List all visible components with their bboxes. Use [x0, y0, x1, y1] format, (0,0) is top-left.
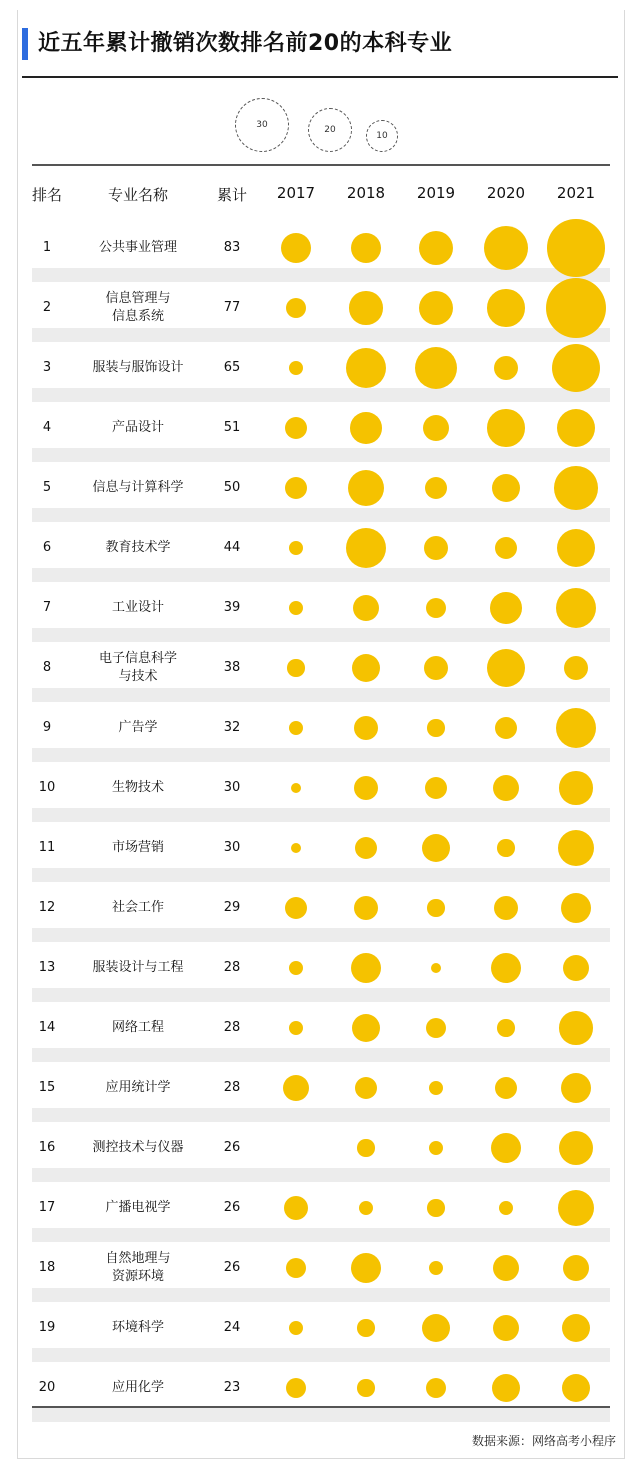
major-name: 社会工作 [111, 900, 164, 915]
legend-label: 10 [376, 130, 388, 141]
title-divider [22, 76, 618, 78]
bubble-2017 [291, 843, 301, 853]
total-value: 77 [223, 300, 241, 315]
bubble-2018 [348, 470, 384, 506]
bubble-2019 [422, 1314, 450, 1342]
major-name: 产品设计 [111, 420, 164, 435]
total-value: 50 [223, 480, 241, 495]
major-name: 公共事业管理 [98, 240, 177, 255]
rank-label: 10 [38, 780, 56, 795]
row-band [32, 868, 610, 882]
rank-label: 9 [42, 720, 52, 735]
bubble-2018 [346, 528, 386, 568]
total-value: 30 [223, 780, 241, 795]
bubble-2019 [426, 1378, 446, 1398]
bubble-2021 [552, 344, 600, 392]
major-name: 应用化学 [111, 1380, 164, 1395]
source-note: 数据来源：网络高考小程序 [471, 1434, 616, 1448]
bubble-2020 [492, 1374, 520, 1402]
rank-label: 16 [38, 1140, 56, 1155]
bubble-2018 [357, 1139, 374, 1156]
total-value: 23 [223, 1380, 241, 1395]
bubble-2021 [546, 278, 606, 338]
bubble-2021 [562, 1314, 590, 1342]
bubble-2020 [497, 839, 514, 856]
bubble-2020 [499, 1201, 513, 1215]
bubble-2017 [281, 233, 311, 263]
row-band [32, 748, 610, 762]
bubble-2019 [427, 1199, 444, 1216]
chart-title: 近五年累计撤销次数排名前20的本科专业 [38, 31, 453, 56]
total-value: 65 [223, 360, 241, 375]
bubble-2018 [350, 412, 382, 444]
total-value: 30 [223, 840, 241, 855]
rank-label: 4 [42, 420, 52, 435]
header-total: 累计 [216, 186, 247, 204]
bubble-2021 [561, 893, 591, 923]
row-band [32, 568, 610, 582]
bubble-2019 [426, 1018, 446, 1038]
major-name: 电子信息科学 与技术 [98, 651, 177, 684]
bubble-2019 [427, 899, 444, 916]
bubble-2020 [487, 289, 524, 326]
major-name: 广播电视学 [105, 1200, 171, 1215]
rank-label: 13 [38, 960, 56, 975]
bubble-2017 [289, 361, 303, 375]
rank-label: 20 [38, 1380, 56, 1395]
rank-label: 6 [42, 540, 52, 555]
bubble-2017 [289, 1021, 303, 1035]
bottom-divider [32, 1406, 610, 1408]
bubble-2017 [289, 961, 303, 975]
major-name: 服装与服饰设计 [92, 360, 184, 375]
bubble-2018 [352, 654, 380, 682]
rank-label: 12 [38, 900, 56, 915]
major-name: 信息管理与 信息系统 [105, 291, 171, 324]
bubble-2017 [291, 783, 301, 793]
header-major: 专业名称 [107, 186, 168, 204]
title-accent-bar [22, 28, 28, 60]
header-rank: 排名 [31, 186, 62, 204]
row-band [32, 508, 610, 522]
row-band [32, 1168, 610, 1182]
bubble-2020 [491, 1133, 521, 1163]
bubble-2020 [492, 474, 520, 502]
bubble-2021 [559, 771, 592, 804]
bubble-2018 [349, 291, 382, 324]
rank-label: 19 [38, 1320, 56, 1335]
total-value: 26 [223, 1260, 241, 1275]
bubble-2021 [556, 708, 596, 748]
row-band [32, 688, 610, 702]
total-value: 29 [223, 900, 241, 915]
rank-label: 11 [38, 840, 56, 855]
header-year-2021: 2021 [556, 184, 596, 202]
row-band [32, 328, 610, 342]
bubble-2018 [351, 233, 381, 263]
bubble-2018 [346, 348, 386, 388]
total-value: 38 [223, 660, 241, 675]
legend-label: 30 [256, 119, 268, 130]
total-value: 83 [223, 240, 241, 255]
row-band [32, 928, 610, 942]
bubble-2021 [547, 219, 604, 276]
rank-label: 3 [42, 360, 52, 375]
bubble-2021 [562, 1374, 590, 1402]
bubble-2020 [497, 1019, 514, 1036]
bubble-2018 [351, 1253, 381, 1283]
bubble-2021 [559, 1011, 592, 1044]
row-band [32, 1408, 610, 1422]
row-band [32, 268, 610, 282]
major-name: 生物技术 [111, 780, 164, 795]
total-value: 51 [223, 420, 241, 435]
major-name: 广告学 [118, 720, 158, 735]
major-name: 工业设计 [111, 600, 164, 615]
bubble-2020 [490, 592, 522, 624]
bubble-2018 [352, 1014, 380, 1042]
major-name: 自然地理与 资源环境 [105, 1251, 171, 1284]
rank-label: 1 [42, 240, 52, 255]
total-value: 24 [223, 1320, 241, 1335]
bubble-2017 [286, 298, 306, 318]
total-value: 26 [223, 1200, 241, 1215]
bubble-2017 [287, 659, 304, 676]
bubble-2017 [286, 1258, 306, 1278]
major-name: 服装设计与工程 [92, 960, 184, 975]
row-band [32, 1348, 610, 1362]
bubble-2019 [426, 598, 446, 618]
bubble-2019 [427, 719, 444, 736]
bubble-2018 [357, 1379, 374, 1396]
bubble-2019 [429, 1081, 443, 1095]
bubble-2018 [359, 1201, 373, 1215]
rank-label: 2 [42, 300, 52, 315]
bubble-2019 [429, 1141, 443, 1155]
bubble-2021 [558, 1190, 594, 1226]
header-year-2018: 2018 [346, 184, 386, 202]
total-value: 28 [223, 1020, 241, 1035]
rank-label: 5 [42, 480, 52, 495]
bubble-2021 [561, 1073, 591, 1103]
rank-label: 17 [38, 1200, 56, 1215]
row-band [32, 448, 610, 462]
total-value: 28 [223, 1080, 241, 1095]
bubble-2018 [357, 1319, 374, 1336]
header-year-2017: 2017 [276, 184, 316, 202]
bubble-2017 [289, 1321, 303, 1335]
legend-label: 20 [324, 124, 336, 135]
major-name: 信息与计算科学 [92, 480, 184, 495]
bubble-2019 [429, 1261, 443, 1275]
rank-label: 8 [42, 660, 52, 675]
rank-label: 14 [38, 1020, 56, 1035]
total-value: 39 [223, 600, 241, 615]
rank-label: 7 [42, 600, 52, 615]
row-band [32, 1228, 610, 1242]
bubble-2021 [558, 830, 594, 866]
total-value: 44 [223, 540, 241, 555]
major-name: 测控技术与仪器 [92, 1140, 184, 1155]
bubble-2020 [491, 953, 521, 983]
row-band [32, 1288, 610, 1302]
row-band [32, 1108, 610, 1122]
bubble-2021 [554, 466, 598, 510]
bubble-2019 [422, 834, 450, 862]
row-band [32, 388, 610, 402]
bubble-2017 [286, 1378, 306, 1398]
header-year-2020: 2020 [486, 184, 526, 202]
row-band [32, 988, 610, 1002]
total-value: 28 [223, 960, 241, 975]
header-year-2019: 2019 [416, 184, 456, 202]
row-band [32, 808, 610, 822]
bubble-2017 [289, 601, 303, 615]
bubble-2018 [351, 953, 381, 983]
major-name: 应用统计学 [105, 1080, 171, 1095]
major-name: 市场营销 [111, 840, 164, 855]
bubble-2017 [289, 541, 303, 555]
total-value: 26 [223, 1140, 241, 1155]
bubble-2017 [289, 721, 303, 735]
bubble-2019 [415, 347, 457, 389]
major-name: 环境科学 [111, 1320, 164, 1335]
row-band [32, 628, 610, 642]
bubble-2021 [556, 588, 596, 628]
bubble-2020 [487, 409, 524, 446]
header-divider [32, 164, 610, 166]
major-name: 网络工程 [111, 1020, 164, 1035]
major-name: 教育技术学 [105, 540, 171, 555]
total-value: 32 [223, 720, 241, 735]
rank-label: 18 [38, 1260, 56, 1275]
legend-circle-10 [366, 120, 398, 152]
rank-label: 15 [38, 1080, 56, 1095]
bubble-2019 [431, 963, 441, 973]
row-band [32, 1048, 610, 1062]
